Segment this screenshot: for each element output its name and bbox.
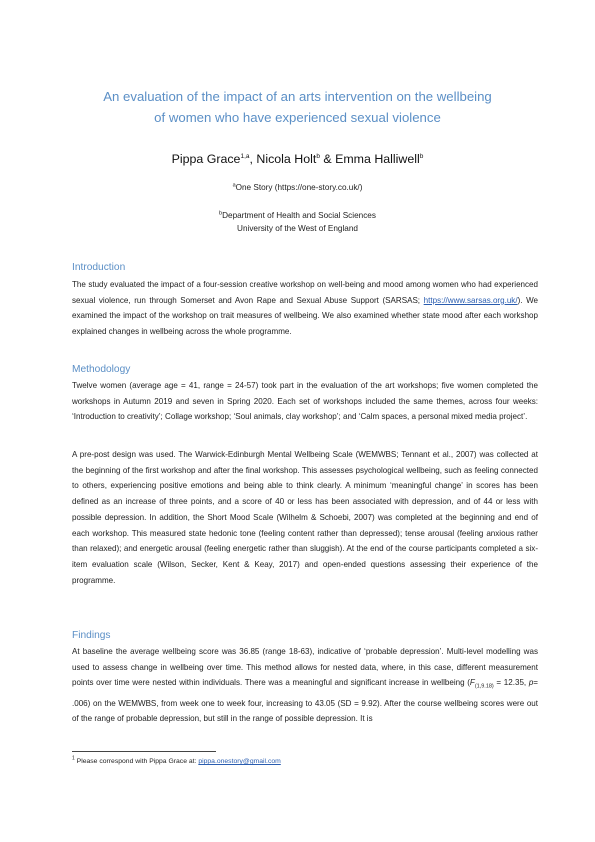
stat-symbol: F bbox=[469, 678, 475, 688]
section-heading-methodology: Methodology bbox=[72, 364, 131, 375]
affiliation-b bbox=[0, 209, 595, 235]
stat-symbol: p bbox=[528, 678, 534, 688]
footnote-text: Please correspond with Pippa Grace at: bbox=[74, 758, 199, 765]
affiliation-text: Department of Health and Social Sciences bbox=[222, 211, 376, 220]
footnote-marker: 1 bbox=[72, 755, 75, 762]
author-superscript: b bbox=[316, 152, 320, 160]
stat-subscript: (1,9.18) bbox=[474, 684, 494, 691]
section-heading-introduction: Introduction bbox=[72, 262, 126, 273]
author-name: Pippa Grace bbox=[171, 152, 241, 166]
affiliation-a bbox=[0, 181, 595, 194]
findings-paragraph bbox=[72, 644, 538, 727]
methodology-paragraph-2: A pre-post design was used. The Warwick-Edinburgh Mental Wellbeing Scale (WEMWBS; Tennant et al., 2007) was collected at the beginning of the first workshop and after the final workshop. This assesses psychological wellbeing, such as feeling connected to others, experiencing positive emotions and being able to think clearly. A minimum ‘meaningful change’ in scores has been defined as an increase of three points, and a score of 40 or less has been associated with depression, and of 44 or less with possible depression. In addition, the Short Mood Scale (Wilhelm & Schoebi, 2007) was completed at the beginning and end of each workshop. This measured state hedonic tone (feeling content rather than depressed); tense arousal (feeling anxious rather than relaxed); and energetic arousal (feeling energetic rather than sluggish). At the end of the course participants completed a six-item evaluation scale (Wilson, Secker, Kent & Keay, 2017) and open-ended questions assessing their experience of the programme. bbox=[72, 450, 538, 585]
paper-title bbox=[60, 86, 535, 128]
author-separator: & bbox=[319, 152, 336, 166]
paragraph-text: = 12.35, bbox=[493, 678, 529, 688]
footnote bbox=[72, 755, 281, 765]
paragraph-text: The study evaluated the impact of a four-session creative workshop on well-being and mood among women who had experienced sexual violence, run through Somerset and Avon Rape and Sexual Abuse Support (SARSAS; bbox=[72, 280, 538, 305]
sarsas-link[interactable]: https://www.sarsas.org.uk/ bbox=[423, 295, 518, 305]
author-superscript: 1,a bbox=[240, 152, 250, 160]
author-name: Nicola Holt bbox=[256, 152, 317, 166]
section-heading-findings: Findings bbox=[72, 630, 111, 641]
paragraph-text: ). We examined the impact of the workshop on trait measures of wellbeing. We also examined whether state mood after each workshop explained changes in wellbeing across the whole programme. bbox=[72, 295, 538, 337]
introduction-paragraph bbox=[72, 277, 538, 340]
footnote-rule bbox=[72, 751, 216, 752]
email-link[interactable]: pippa.onestory@gmail.com bbox=[198, 758, 281, 765]
affiliation-marker: b bbox=[219, 210, 223, 217]
author-name: Emma Halliwell bbox=[335, 152, 420, 166]
methodology-paragraph-1: Twelve women (average age = 41, range = 24-57) took part in the evaluation of the art workshops; five women completed the workshops in Autumn 2019 and seven in Spring 2020. Each set of workshops included the same themes, across four weeks: ‘Introduction to creativity’; Collage workshop; ‘Soul animals, clay workshop’; and ‘Calm spaces, a personal mixed media project’. bbox=[72, 381, 538, 422]
paragraph-text: = .006) on the WEMWBS, from week one to week four, increasing to 43.05 (SD = 9.92). After the course wellbeing scores were out of the range of probable depression, but still in the range of possible depression. It is bbox=[72, 678, 538, 724]
author-superscript: b bbox=[419, 152, 424, 160]
affiliation-text: One Story (https://one-story.co.uk/) bbox=[235, 183, 363, 192]
title-line-2: of women who have experienced sexual violence bbox=[154, 110, 441, 125]
author-list bbox=[0, 152, 595, 166]
affiliation-text: University of the West of England bbox=[237, 224, 358, 233]
author-separator: , bbox=[249, 152, 257, 166]
affiliation-marker: a bbox=[232, 182, 236, 189]
title-line-1: An evaluation of the impact of an arts intervention on the wellbeing bbox=[103, 89, 492, 104]
paragraph-text: At baseline the average wellbeing score was 36.85 (range 18-63), indicative of ‘probable depression’. Multi-level modelling was used to assess change in wellbeing over time. This method allows for nested data, where, in this case, different measurement points over time were nested within individuals. There was a meaningful and significant increase in wellbeing ( bbox=[72, 647, 538, 688]
